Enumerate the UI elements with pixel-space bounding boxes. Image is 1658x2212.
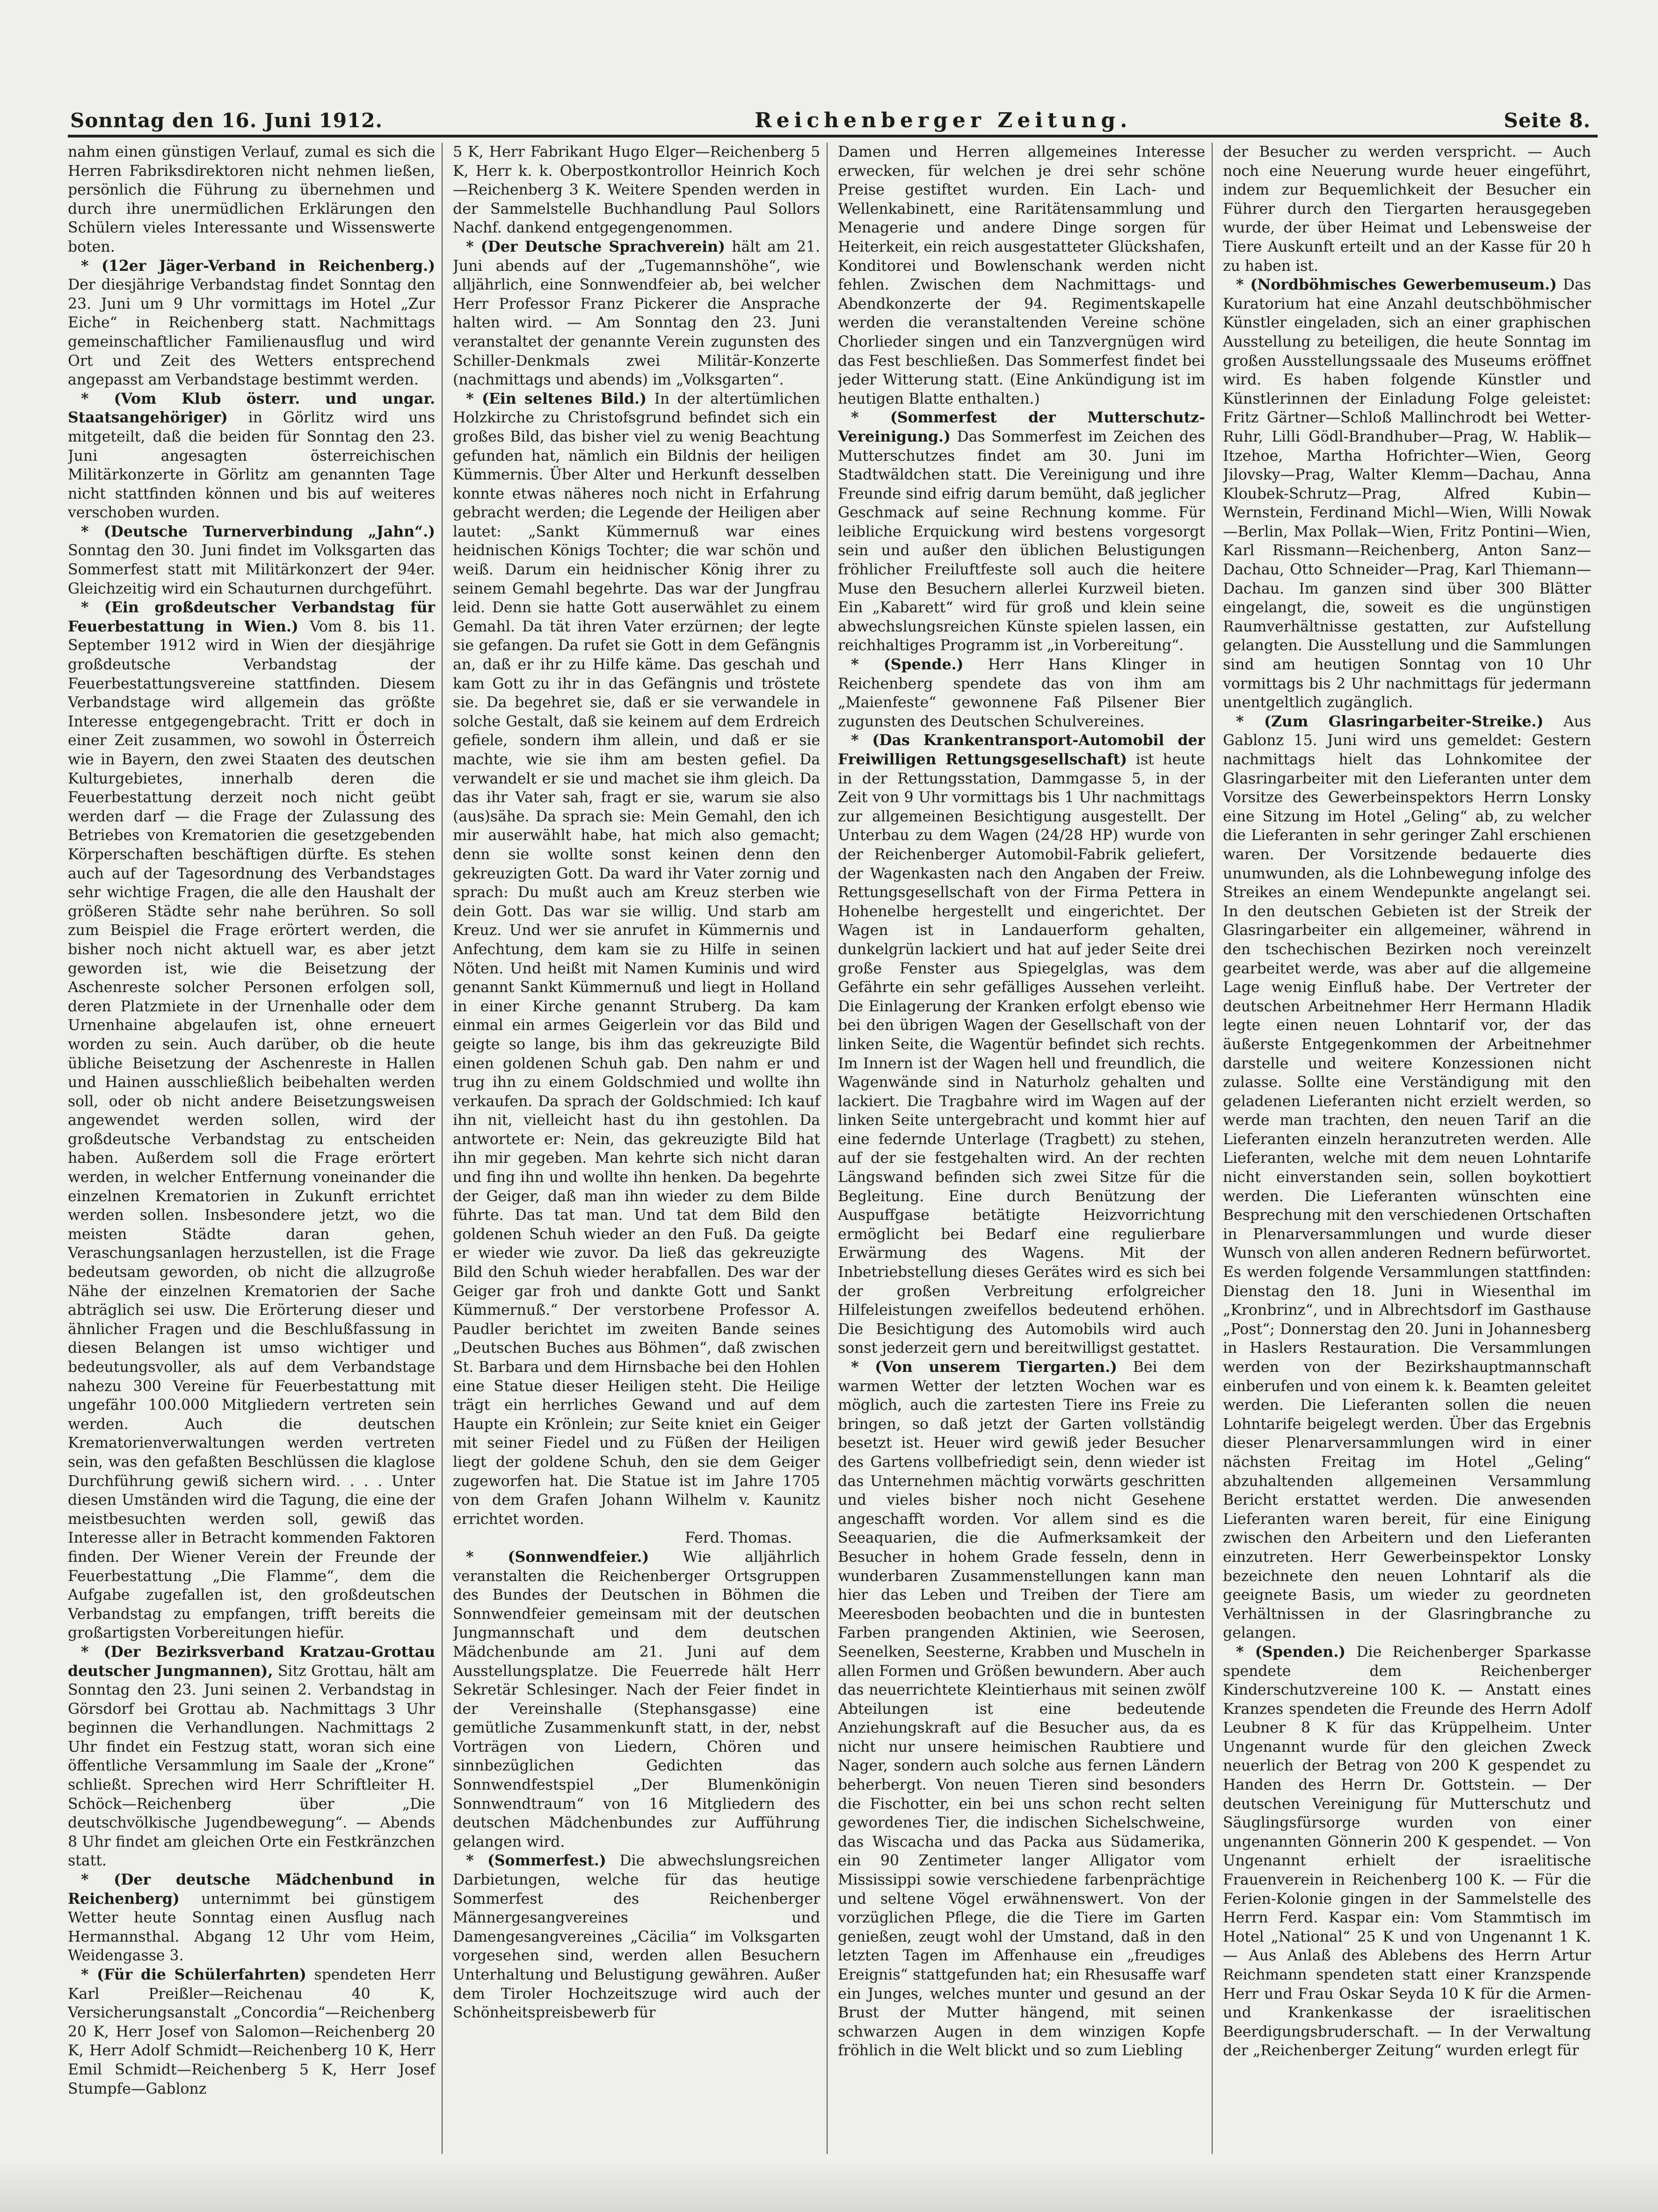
article-text: Der diesjährige Verbandstag findet Sonntag den 23. Juni um 9 Uhr vormittags im Hotel „Zur Eiche“ in Reichenberg statt. Nachmittags gemeinschaftlicher Familienausflug und wird Ort und Zeit des Wetters entsprechend angepasst am Verbandstage bestimmt werden. xyxy=(68,276,435,389)
issue-date: Sonntag den 16. Juni 1912. xyxy=(70,109,383,132)
article-paragraph xyxy=(453,1851,820,2022)
article-text: Wie alljährlich veranstalten die Reichenberger Ortsgruppen des Bundes der Deutschen in Böhmen die Sonnwendfeier gemeinsam mit der deutschen Jungmannschaft und dem deutschen Mädchenbunde am 21. Juni auf dem Ausstellungsplatze. Die Feuerrede hält Herr Sekretär Schlesinger. Nach der Feier findet in der Vereinshalle (Stephansgasse) eine gemütliche Zusammenkunft statt, in der, nebst Vorträgen von Liedern, Chören und sinnbezüglichen Gedichten das Sonnwendfestspiel „Der Blumenkönigin Sonnwendtraum“ von 16 Mitgliedern des deutschen Mädchenbundes zur Aufführung gelangen wird. xyxy=(453,1548,821,1850)
article-heading: * (Nordböhmisches Gewerbemuseum.) xyxy=(1236,276,1557,294)
article-paragraph xyxy=(68,143,435,257)
article-paragraph xyxy=(68,522,435,598)
article-heading: * (Vom Klub österr. und ungar. Staatsangehöriger) xyxy=(68,390,435,427)
article-heading: * (Ein großdeutscher Verbandstag für Feuerbestattung in Wien.) xyxy=(68,599,435,635)
article-text: Aus Gablonz 15. Juni wird uns gemeldet: Gestern nachmittags hielt das Lohnkomitee der Glasringarbeiter mit den Lieferanten unter dem Vorsitze des Gewerbeinspektors Herrn Lonsky eine Sitzung im Hotel „Geling“ ab, zu welcher die Lieferanten in sehr geringer Zahl erschienen waren. Der Vorsitzende bedauerte dies unumwunden, als die Lohnbewegung infolge des Streikes an einem Wendepunkte angelangt sei. In den deutschen Gebieten ist der Streik der Glasringarbeiter ein allgemeiner, während in den tschechischen Bezirken noch vereinzelt gearbeitet werde, was aber auf die allgemeine Lage wenig Einfluß habe. Der Vertreter der deutschen Arbeitnehmer Herr Hermann Hladik legte einen neuen Lohntarif vor, der das äußerste Entgegenkommen der Arbeitnehmer darstelle und weitere Konzessionen nicht zulasse. Sollte eine Verständigung mit den geladenen Lieferanten nicht erzielt werden, so werde man trachten, den neuen Tarif an die Lieferanten einzeln heranzutreten werden. Alle Lieferanten, welche mit dem neuen Lohntarife nicht einverstanden sein, sollen boykottiert werden. Die Lieferanten wünschten eine Besprechung mit den verschiedenen Ortschaften in Plenarversammlungen und wurde dieser Wunsch von allen anderen Rednern befürwortet. Es werden folgende Versammlungen stattfinden: Dienstag den 18. Juni in Wiesenthal im „Kronbrinz“, und in Albrechtsdorf im Gasthause „Post“; Donnerstag den 20. Juni in Johannesberg in Haslers Restauration. Die Versammlungen werden von der Bezirkshauptmannschaft einberufen und von einem k. k. Beamten geleitet werden. Die Lieferanten sollen die neuen Lohntarife beigelegt werden. Über das Ergebnis dieser Plenarversammlungen wird in einer nächsten Freitag im Hotel „Geling“ abzuhaltenden allgemeinen Versammlung Bericht erstattet werden. Die anwesenden Lieferanten waren bereit, für eine Einigung zwischen den Arbeitern und den Lieferanten einzutreten. Herr Gewerbeinspektor Lonsky bezeichnete den neuen Lohntarif als die geeignete Basis, um wieder zu geordneten Verhältnissen in der Glasringbranche zu gelangen. xyxy=(1223,713,1592,1642)
article-paragraph xyxy=(838,408,1205,655)
article-text: nahm einen günstigen Verlauf, zumal es sich die Herren Fabriksdirektoren nicht nehmen ließen, persönlich die Führung zu übernehmen und durch ihre unermüdlichen Erklärungen den Schülern vieles Interessante und Wissenswerte boten. xyxy=(68,144,435,255)
article-paragraph xyxy=(453,143,820,238)
article-heading: * (Spenden.) xyxy=(1236,1643,1346,1661)
article-text: Die Reichenberger Sparkasse spendete dem Reichenberger Kinderschutzvereine 100 K. — Anstatt eines Kranzes spendeten die Freunde des Herrn Adolf Leubner 8 K für das Krüppelheim. Unter Ungenannt wurde für den gleichen Zweck neuerlich der Betrag von 200 K gespendet zu Handen des Herrn Dr. Gottstein. — Der deutschen Vereinigung für Mutterschutz und Säuglingsfürsorge wurden von einer ungenannten Gönnerin 200 K gespendet. — Von Ungenannt erhielt der israelitische Frauenverein in Reichenberg 100 K. — Für die Ferien-Kolonie gingen in der Sammelstelle des Herrn Ferd. Kaspar ein: Vom Stammtisch im Hotel „National“ 25 K und von Ungenannt 1 K. — Aus Anlaß des Ablebens des Herrn Artur Reichmann spendeten statt einer Kranzspende Herr und Frau Oskar Seyda 10 K für die Armen- und Krankenkasse der israelitischen Beerdigungsbruderschaft. — In der Verwaltung der „Reichenberger Zeitung“ wurden erlegt für xyxy=(1223,1643,1591,2060)
article-text: Die abwechslungsreichen Darbietungen, welche für das heutige Sommerfest des Reichenberger Männergesangvereines und Damengesangvereines „Cäcilia“ im Volksgarten vorgesehen sind, werden allen Besuchern Unterhaltung und Belustigung gewähren. Außer dem Tiroler Hochzeitszuge wird auch der Schönheitspreisbewerb für xyxy=(453,1852,820,2022)
article-paragraph xyxy=(68,1965,435,2098)
article-text: 5 K, Herr Fabrikant Hugo Elger—Reichenberg 5 K, Herr k. k. Oberpostkontrollor Heinrich Koch—Reichenberg 3 K. Weitere Spenden werden in der Sammelstelle Buchhandlung Paul Sollors Nachf. dankend entgegengenommen. xyxy=(453,144,820,237)
article-text: der Besucher zu werden verspricht. — Auch noch eine Neuerung wurde heuer eingeführt, indem zur Bequemlichkeit der Besucher ein Führer durch den Tiergarten herausgegeben wurde, der über Heimat und Lebensweise der Tiere Auskunft erteilt und an der Kasse für 20 h zu haben ist. xyxy=(1223,144,1591,275)
article-paragraph xyxy=(68,1643,435,1871)
column-1 xyxy=(68,143,443,2154)
article-paragraph xyxy=(1223,1643,1591,2060)
article-paragraph xyxy=(838,731,1205,1358)
article-paragraph xyxy=(68,1871,435,1965)
article-heading: * (Zum Glasringarbeiter-Streike.) xyxy=(1236,712,1544,730)
article-signature: Ferd. Thomas. xyxy=(684,1530,792,1547)
article-heading: * (Der Deutsche Sprachverein) xyxy=(466,238,725,255)
article-paragraph xyxy=(453,238,820,390)
article-text: Bei dem warmen Wetter der letzten Wochen war es möglich, auch die zartesten Tiere ins Freie zu bringen, so daß jetzt der Garten vollständig besetzt ist. Heuer wird gewiß jeder Besucher des Gartens vollbefriedigt sein, denn wieder ist das Unternehmen mächtig vorwärts geschritten und vieles bisher noch nicht Gesehene angeschafft worden. Vor allem sind es die Seeaquarien, die die Aufmerksamkeit der Besucher in hohem Grade fesseln, denn in wunderbaren Zusammenstellungen kann man hier das Leben und Treiben der Tiere am Meeresboden beobachten und die in buntesten Farben prangenden Aktinien, wie Seerosen, Seenelken, Seesterne, Krabben und Muscheln in allen Formen und Größen bewundern. Aber auch das neuerrichtete Kleintierhaus mit seinen zwölf Abteilungen ist eine bedeutende Anziehungskraft auf die Besucher aus, da es nicht nur unsere heimischen Raubtiere und Nager, sondern auch solche aus fernen Ländern beherbergt. Von neuen Tieren sind besonders die Fischotter, ein bei uns schon recht selten gewordenes Tier, die indischen Sichelschweine, das Wiscacha und das Packa aus Südamerika, ein 90 Zentimeter langer Alligator vom Mississippi sowie verschiedene farbenprächtige und seltene Vögel erwähnenswert. Von der vorzüglichen Pflege, die die Tiere im Garten genießen, zeugt wohl der Umstand, daß in den letzten Tagen im Affenhause ein „freudiges Ereignis“ stattgefunden hat; ein Rhesusaffe warf ein Junges, welches munter und gesund an der Brust der Mutter hängend, mit seinen schwarzen Augen in dem winzigen Kopfe fröhlich in die Welt blickt und so zum Liebling xyxy=(838,1359,1205,2060)
article-paragraph xyxy=(68,390,435,522)
column-4 xyxy=(1223,143,1598,2154)
article-text: ist heute in der Rettungsstation, Dammgasse 5, in der Zeit von 9 Uhr vormittags bis 1 Uhr nachmittags zur allgemeinen Besichtigung ausgestellt. Der Unterbau zu dem Wagen (24/28 HP) wurde von der Reichenberger Automobil-Fabrik geliefert, der Wagenkasten nach den Angaben der Freiw. Rettungsgesellschaft von der Firma Pettera in Hohenelbe hergestellt und eingerichtet. Der Wagen ist in Landauerform gehalten, dunkelgrün lackiert und hat auf jeder Seite drei große Fenster aus Spiegelglas, was dem Gefährte ein sehr gefälliges Aussehen verleiht. Die Einlagerung der Kranken erfolgt ebenso wie bei den übrigen Wagen der Gesellschaft von der linken Seite, die Wagentür befindet sich rechts. Im Innern ist der Wagen hell und freundlich, die Wagenwände sind in Naturholz gehalten und lackiert. Die Tragbahre wird im Wagen auf der linken Seite untergebracht und kommt hier auf eine federnde Unterlage (Tragbett) zu stehen, auf der sie festgehalten wird. An der rechten Längswand befinden sich zwei Sitze für die Begleitung. Eine durch Benützung der Auspuffgase betätigte Heizvorrichtung ermöglicht bei Bedarf eine regulierbare Erwärmung des Wagens. Mit der Inbetriebstellung dieses Gerätes wird es sich bei der großen Verbreitung erfolgreicher Hilfeleistungen zweifellos bedeutend erhöhen. Die Besichtigung des Automobils wird auch sonst jederzeit gern und bereitwilligst gestattet. xyxy=(838,751,1205,1357)
column-2 xyxy=(453,143,828,2154)
page-bottom-edge xyxy=(0,2161,1658,2212)
article-heading: * (Sommerfest.) xyxy=(466,1852,606,1870)
article-paragraph xyxy=(68,257,435,390)
newspaper-title: Reichenberger Zeitung. xyxy=(754,108,1132,132)
article-text: in Görlitz wird uns mitgeteilt, daß die beiden für Sonntag den 23. Juni angesagten österreichischen Militärkonzerte in Görlitz am genannten Tage nicht stattfinden können und bis auf weiteres verschoben wurden. xyxy=(68,409,435,522)
article-text: Vom 8. bis 11. September 1912 wird in Wien der diesjährige großdeutsche Verbandstag der Feuerbestattungsvereine stattfinden. Diesem Verbandstage wird allgemein das größte Interesse entgegengebracht. Tritt er doch in einer Zeit zusammen, wo sowohl in Österreich wie in Bayern, den zwei Staaten des deutschen Kulturgebietes, innerhalb deren die Feuerbestattung derzeit noch nicht geübt werden darf — die Frage der Zulassung des Betriebes von Krematorien die gesetzgebenden Körperschaften beschäftigen dürfte. Es stehen auch auf der Tagesordnung des Verbandstages sehr wichtige Fragen, die alle den Haushalt der größeren Städte sehr nahe berühren. So soll zum Beispiel die Frage erörtert werden, die bisher noch nicht aktuell war, es aber jetzt geworden ist, wie die Beisetzung der Aschenreste solcher Personen erfolgen soll, deren Platzmiete in der Urnenhalle oder dem Urnenhaine abgelaufen ist, ohne erneuert worden zu sein. Auch darüber, ob die heute übliche Beisetzung der Aschenreste in Hallen und Hainen ausschließlich beibehalten werden soll, oder ob nicht andere Beisetzungsweisen angewendet werden sollen, wird der großdeutsche Verbandstag zu entscheiden haben. Außerdem soll die Frage erörtert werden, in welcher Entfernung voneinander die einzelnen Krematorien in Zukunft errichtet werden sollen. Insbesondere jetzt, wo die meisten Städte daran gehen, Veraschungsanlagen herzustellen, ist die Frage bedeutsam geworden, ob nicht die allzugroße Nähe der einzelnen Krematorien der Sache abträglich sei usw. Die Erörterung dieser und ähnlicher Fragen und die Beschlußfassung in diesen Belangen ist umso wichtiger und bedeutungsvoller, als auf dem Verbandstage nahezu 300 Vereine für Feuerbestattung mit ungefähr 100.000 Mitgliedern vertreten sein werden. Auch die deutschen Krematorienverwaltungen werden vertreten sein, was den gefaßten Beschlüssen die klaglose Durchführung gewiß sichern wird. . . . Unter diesen Umständen wird die Tagung, die eine der meistbesuchten werden soll, gewiß das Interesse aller in Betracht kommenden Faktoren finden. Der Wiener Verein der Freunde der Feuerbestattung „Die Flamme“, dem die Aufgabe zugefallen ist, den großdeutschen Verbandstag zu empfangen, trifft bereits die großartigsten Vorbereitungen hiefür. xyxy=(68,618,435,1642)
article-text: Herr Hans Klinger in Reichenberg spendete das von ihm am „Maienfeste“ gewonnene Faß Pilsener Bier zugunsten des Deutschen Schulvereines. xyxy=(838,656,1206,730)
article-paragraph xyxy=(453,390,820,1529)
article-heading: * (Sonnwendfeier.) xyxy=(466,1548,649,1566)
article-heading: * (Der Bezirksverband Kratzau-Grottau deutscher Jungmannen), xyxy=(68,1643,435,1680)
article-paragraph xyxy=(1223,143,1591,276)
article-text: Das Kuratorium hat eine Anzahl deutschböhmischer Künstler eingeladen, sich an einer graphischen Ausstellung zu beteiligen, die heute Sonntag im großen Ausstellungssaale des Museums eröffnet wird. Es haben folgende Künstler und Künstlerinnen der Einladung Folge geleistet: Fritz Gärtner—Schloß Mallinchrodt bei Wetter-Ruhr, Lilli Gödl-Brandhuber—Prag, W. Hablik—Itzehoe, Martha Hofrichter—Wien, Georg Jilovsky—Prag, Walter Klemm—Dachau, Anna Kloubek-Schrutz—Prag, Alfred Kubin—Wernstein, Ferdinand Michl—Wien, Willi Nowak—Berlin, Max Pollak—Wien, Fritz Pontini—Wien, Karl Rissmann—Reichenberg, Anton Sanz—Dachau, Otto Schneider—Prag, Karl Thiemann—Dachau. Im ganzen sind über 300 Blätter eingelangt, die, soweit es die ungünstigen Raumverhältnisse gestatten, zur Aufstellung gelangten. Die Ausstellung und die Sammlungen sind am heutigen Sonntag von 10 Uhr vormittags bis 2 Uhr nachmittags für jedermann unentgeltlich zugänglich. xyxy=(1223,276,1592,711)
article-text: hält am 21. Juni abends auf der „Tugemannshöhe“, wie alljährlich, eine Sonnwendfeier ab, bei welcher Herr Professor Franz Pickerer die Ansprache halten wird. — Am Sonntag den 23. Juni veranstaltet der genannte Verein zugunsten des Schiller-Denkmals zwei Militär-Konzerte (nachmittags und abends) im „Volksgarten“. xyxy=(453,238,820,389)
article-paragraph xyxy=(838,655,1205,731)
article-heading: * (Von unserem Tiergarten.) xyxy=(851,1358,1117,1376)
article-text: Damen und Herren allgemeines Interesse erwecken, für welchen je drei sehr schöne Preise gestiftet wurden. Ein Lach- und Wellenkabinett, eine Raritätensammlung und Menagerie und andere Dinge sorgen für Heiterkeit, ein reich ausgestatteter Glückshafen, Konditorei und Bowlenschank werden nicht fehlen. Zwischen dem Nachmittags- und Abendkonzerte der 94. Regimentskapelle werden die veranstaltenden Vereine schöne Chorlieder singen und ein Tanzvergnügen wird das Fest beschließen. Das Sommerfest findet bei jeder Witterung statt. (Eine Ankündigung ist im heutigen Blatte enthalten.) xyxy=(838,144,1205,407)
article-text: unternimmt bei günstigem Wetter heute Sonntag einen Ausflug nach Hermannsthal. Abgang 12 Uhr vom Heim, Weidengasse 3. xyxy=(68,1890,435,1965)
article-heading: * (Sommerfest der Mutterschutz-Vereinigung.) xyxy=(838,409,1205,445)
article-paragraph xyxy=(1223,712,1591,1643)
column-3 xyxy=(838,143,1213,2154)
article-heading: * (Für die Schülerfahrten) xyxy=(81,1966,306,1983)
article-heading: * (Ein seltenes Bild.) xyxy=(466,390,647,407)
article-paragraph xyxy=(453,1548,820,1852)
article-paragraph xyxy=(838,1358,1205,2060)
article-paragraph xyxy=(838,143,1205,408)
page-number: Seite 8. xyxy=(1504,109,1591,132)
article-text: Sitz Grottau, hält am Sonntag den 23. Juni seinen 2. Verbandstag in Görsdorf bei Grottau ab. Nachmittags 3 Uhr beginnen die Verhandlungen. Nachmittags 2 Uhr findet ein Festzug statt, woran sich eine öffentliche Versammlung im Saale der „Krone“ schließt. Sprechen wird Herr Schriftleiter H. Schöck—Reichenberg über „Die deutschvölkische Jugendbewegung“. — Abends 8 Uhr findet am gleichen Orte ein Festkränzchen statt. xyxy=(68,1662,435,1870)
article-columns xyxy=(68,143,1598,2154)
header-rule xyxy=(68,135,1598,138)
article-paragraph xyxy=(1223,276,1591,712)
article-text: In der altertümlichen Holzkirche zu Christofsgrund befindet sich ein großes Bild, das bisher viel zu wenig Beachtung gefunden hat, nämlich ein Bildnis der heiligen Kümmernis. Über Alter und Herkunft desselben konnte etwas näheres noch nicht in Erfahrung gebracht werden; die Legende der Heiligen aber lautet: „Sankt Kümmernuß war eines heidnischen Königs Tochter; die war schön und weiß. Darum ein heidnischer König ihrer zu seinem Gemahl begehrte. Das war der Jungfrau leid. Denn sie hatte Gott auserwählet zu einem Gemahl. Da tät ihren Vater erzürnen; der legte sie gefangen. Da rufet sie Gott in dem Gefängnis an, daß er ihr zu Hilfe käme. Das geschah und kam Gott zu ihr in das Gefängnis und tröstete sie. Da begehret sie, daß er sie verwandele in solche Gestalt, daß sie keinem auf dem Erdreich gefiele, sondern ihm allein, und daß er sie machte, wie sie ihm am besten gefiel. Da verwandelt er sie und machet sie ihm gleich. Da das ihr Vater sah, fragt er sie, warum sie also (aus)sähe. Da sprach sie: Mein Gemahl, den ich mir auserwählt habe, hat mich also gemacht; denn sie wollte sonst keinen denn den gekreuzigten Gott. Da ward ihr Vater zornig und sprach: Du mußt auch am Kreuz sterben wie dein Gott. Das war sie willig. Und starb am Kreuz. Und wer sie anrufet in Kümmernis und Anfechtung, dem kam sie zu Hilfe in seinen Nöten. Und heißt mit Namen Kuminis und wird genannt Sankt Kümmernuß und liegt in Holland in einer Kirche genannt Struberg. Da kam einmal ein armes Geigerlein vor das Bild und geigte so lange, bis ihm das gekreuzigte Bild einen goldenen Schuh gab. Den nahm er und trug ihn zu einem Goldschmied und wollte ihn verkaufen. Da sprach der Goldschmied: Ich kauf ihn nit, vielleicht hast du ihn gestohlen. Da antwortete er: Nein, das gekreuzigte Bild hat ihn mir gegeben. Man kehrte sich nicht daran und fing ihn und wollte ihn henken. Da begehrte der Geiger, daß man ihn wieder zu dem Bilde führte. Das tat man. Und tat dem Bild den goldenen Schuh wieder an den Fuß. Da geigte er wieder wie zuvor. Da ließ das gekreuzigte Bild den Schuh wieder herabfallen. Des war der Geiger gar froh und dankte Gott und Sankt Kümmernuß.“ Der verstorbene Professor A. Paudler berichtet im zweiten Bande seines „Deutschen Buches aus Böhmen“, daß zwischen St. Barbara und dem Hirnsbache bei den Hohlen eine Statue dieser Heiligen steht. Die Heilige trägt ein herrliches Gewand und auf dem Haupte ein Krönlein; zur Seite kniet ein Geiger mit seiner Fiedel und zu Füßen der Heiligen liegt der goldene Schuh, den sie dem Geiger zugeworfen hat. Die Statue ist im Jahre 1705 von dem Grafen Johann Wilhelm v. Kaunitz errichtet worden. xyxy=(453,390,821,1528)
article-paragraph xyxy=(68,598,435,1643)
article-heading: * (Das Krankentransport-Automobil der Freiwilligen Rettungsgesellschaft) xyxy=(838,732,1205,768)
article-heading: * (12er Jäger-Verband in Reichenberg.) xyxy=(81,257,435,275)
article-heading: * (Spende.) xyxy=(851,656,964,674)
article-text: Das Sommerfest im Zeichen des Mutterschutzes findet am 30. Juni im Stadtwäldchen statt. Die Vereinigung und ihre Freunde sind eifrig darum bemüht, daß jeglicher Geschmack auf seine Rechnung komme. Für leibliche Erquickung wird bestens vorgesorgt sein und außer den üblichen Belustigungen fröhlicher Freiluftfeste soll auch die heitere Muse den Besuchern allerlei Kurzweil bieten. Ein „Kabarett“ wird für groß und klein seine abwechslungsreichen Künste spielen lassen, ein reichhaltiges Programm ist „in Vorbereitung“. xyxy=(838,428,1205,654)
page-header xyxy=(70,104,1591,137)
article-heading: * (Der deutsche Mädchenbund in Reichenberg) xyxy=(68,1871,435,1907)
article-text: Sonntag den 30. Juni findet im Volksgarten das Sommerfest statt mit Militärkonzert der 94er. Gleichzeitig wird ein Schauturnen durchgeführt. xyxy=(68,542,435,597)
article-text: spendeten Herr Karl Preißler—Reichenau 40 K, Versicherungsanstalt „Concordia“—Reichenberg 20 K, Herr Josef von Salomon—Reichenberg 20 K, Herr Adolf Schmidt—Reichenberg 10 K, Herr Emil Schmidt—Reichenberg 5 K, Herr Josef Stumpfe—Gablonz xyxy=(68,1966,435,2097)
article-heading: * (Deutsche Turnerverbindung „Jahn“.) xyxy=(81,522,435,540)
